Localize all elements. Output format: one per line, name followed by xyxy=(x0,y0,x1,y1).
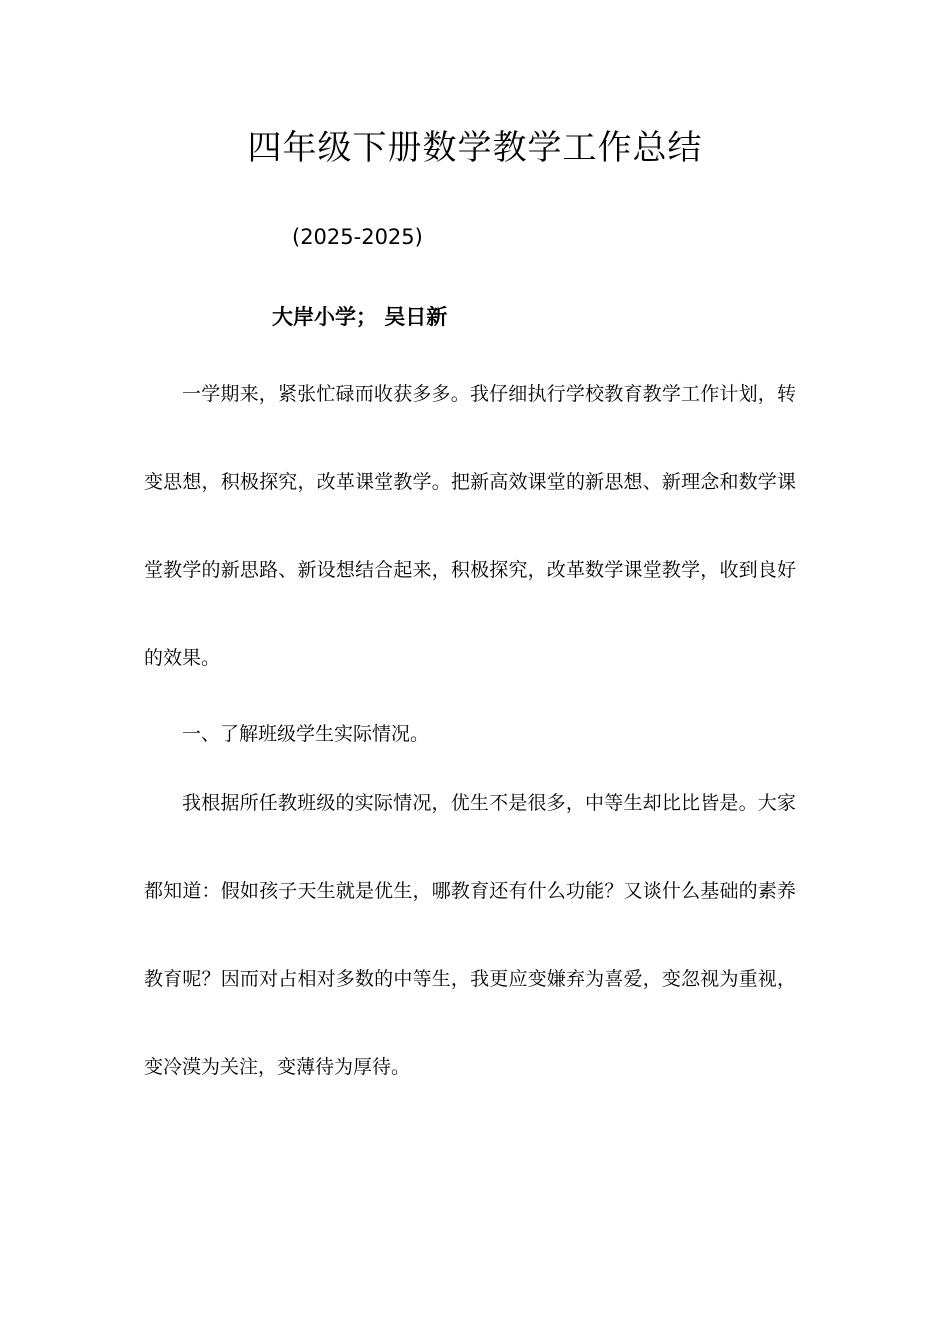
paragraph-intro: 一学期来，紧张忙碌而收获多多。我仔细执行学校教育教学工作计划，转变思想，积极探究，改革课堂教学。把新高效课堂的新思想、新理念和数学课堂教学的新思路、新设想结合起来，积极探究，改革数学课堂教学，收到良好的效果。 xyxy=(144,383,796,669)
document-title: 四年级下册数学教学工作总结 xyxy=(247,128,703,168)
author-line: 大岸小学； 吴日新 xyxy=(272,305,448,329)
paragraph-section-1: 我根据所任教班级的实际情况，优生不是很多，中等生却比比皆是。大家都知道：假如孩子天生就是优生，哪教育还有什么功能？又谈什么基础的素养教育呢？因而对占相对多数的中等生，我更应变嫌弃为喜爱，变忽视为重视，变冷漠为关注，变薄待为厚待。 xyxy=(144,792,796,1078)
section-heading-1: 一、了解班级学生实际情况。 xyxy=(182,723,430,745)
school-year: (2025-2025) xyxy=(292,225,423,249)
